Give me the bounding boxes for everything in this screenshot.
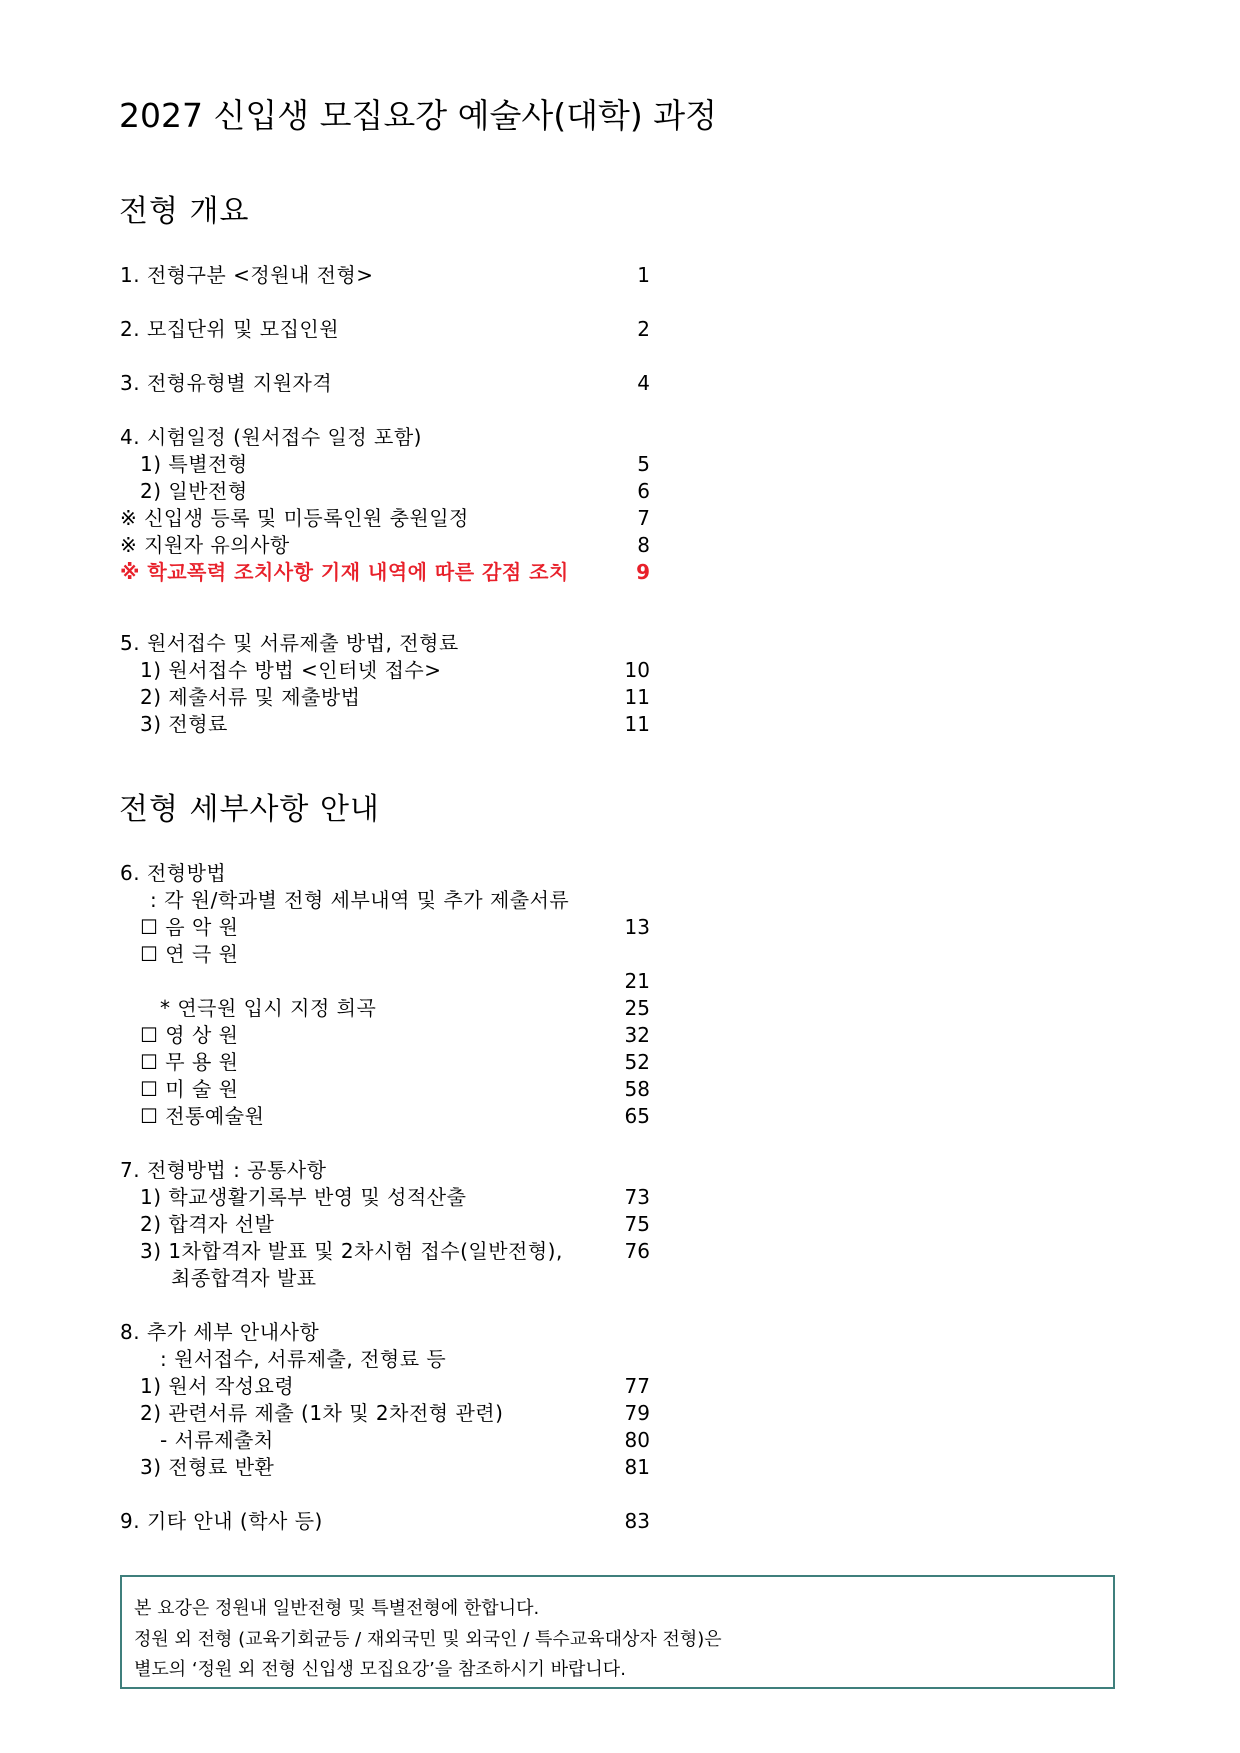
toc-item[interactable] bbox=[0, 316, 650, 343]
toc-item[interactable] bbox=[0, 532, 650, 559]
toc-label: : 원서접수, 서류제출, 전형료 등 bbox=[160, 1347, 447, 1371]
toc-label: 1) 학교생활기록부 반영 및 성적산출 bbox=[140, 1185, 467, 1209]
toc-page: 73 bbox=[624, 1185, 650, 1209]
toc-label: 2) 제출서류 및 제출방법 bbox=[140, 685, 361, 709]
section-heading-overview: 전형 개요 bbox=[119, 194, 250, 229]
toc-item[interactable] bbox=[0, 1427, 650, 1454]
toc-item[interactable] bbox=[0, 262, 650, 289]
toc-item bbox=[0, 630, 650, 657]
toc-label: 7. 전형방법 : 공통사항 bbox=[120, 1158, 327, 1182]
toc-label: 2) 일반전형 bbox=[140, 479, 248, 503]
toc-item[interactable] bbox=[0, 505, 650, 532]
toc-page: 11 bbox=[624, 685, 650, 709]
toc-label: ☐ 음 악 원 bbox=[140, 915, 239, 939]
toc-item[interactable] bbox=[0, 914, 650, 941]
toc-label: ☐ 미 술 원 bbox=[140, 1077, 239, 1101]
toc-item bbox=[0, 860, 650, 887]
toc-page: 8 bbox=[637, 533, 650, 557]
toc-label: * 연극원 입시 지정 희곡 bbox=[160, 996, 377, 1020]
toc-item[interactable] bbox=[0, 1022, 650, 1049]
toc-label: 8. 추가 세부 안내사항 bbox=[120, 1320, 320, 1344]
toc-label: 9. 기타 안내 (학사 등) bbox=[120, 1509, 323, 1533]
toc-item[interactable] bbox=[0, 995, 650, 1022]
toc-page: 83 bbox=[624, 1509, 650, 1533]
toc-page: 77 bbox=[624, 1374, 650, 1398]
toc-page: 25 bbox=[624, 996, 650, 1020]
toc-label: ☐ 전통예술원 bbox=[140, 1104, 265, 1128]
toc-page: 58 bbox=[624, 1077, 650, 1101]
toc-label: ☐ 연 극 원 bbox=[140, 942, 239, 966]
toc-page: 13 bbox=[624, 915, 650, 939]
toc-page: 80 bbox=[624, 1428, 650, 1452]
toc-item[interactable] bbox=[0, 1049, 650, 1076]
toc-label: 2) 합격자 선발 bbox=[140, 1212, 275, 1236]
toc-item[interactable] bbox=[0, 451, 650, 478]
toc-item[interactable] bbox=[0, 711, 650, 738]
toc-label: - 서류제출처 bbox=[160, 1428, 274, 1452]
toc-label: : 각 원/학과별 전형 세부내역 및 추가 제출서류 bbox=[150, 888, 570, 912]
toc-item[interactable] bbox=[0, 370, 650, 397]
document-title: 2027 신입생 모집요강 예술사(대학) 과정 bbox=[119, 96, 717, 135]
toc-item[interactable] bbox=[0, 684, 650, 711]
toc-page: 7 bbox=[637, 506, 650, 530]
notice-line: 별도의 ‘정원 외 전형 신입생 모집요강’을 참조하시기 바랍니다. bbox=[134, 1659, 626, 1680]
toc-item[interactable] bbox=[0, 1400, 650, 1427]
toc-item-highlighted[interactable] bbox=[0, 559, 650, 586]
toc-label: 6. 전형방법 bbox=[120, 861, 227, 885]
toc-label: 1) 특별전형 bbox=[140, 452, 248, 476]
toc-label: 2. 모집단위 및 모집인원 bbox=[120, 317, 340, 341]
toc-page: 32 bbox=[624, 1023, 650, 1047]
toc-item bbox=[0, 1265, 650, 1292]
toc-item[interactable] bbox=[0, 941, 650, 968]
toc-label: 2) 관련서류 제출 (1차 및 2차전형 관련) bbox=[140, 1401, 504, 1425]
toc-item[interactable] bbox=[0, 1211, 650, 1238]
toc-item[interactable] bbox=[0, 968, 650, 995]
toc-label: ※ 신입생 등록 및 미등록인원 충원일정 bbox=[120, 506, 469, 530]
toc-label: ☐ 영 상 원 bbox=[140, 1023, 239, 1047]
toc-page: 52 bbox=[624, 1050, 650, 1074]
toc-page: 6 bbox=[637, 479, 650, 503]
toc-item bbox=[0, 424, 650, 451]
toc-item[interactable] bbox=[0, 657, 650, 684]
toc-label: 1. 전형구분 <정원내 전형> bbox=[120, 263, 374, 287]
toc-page: 10 bbox=[624, 658, 650, 682]
toc-label: 3) 전형료 bbox=[140, 712, 228, 736]
toc-item[interactable] bbox=[0, 1184, 650, 1211]
toc-page: 1 bbox=[637, 263, 650, 287]
toc-item[interactable] bbox=[0, 478, 650, 505]
toc-item[interactable] bbox=[0, 1103, 650, 1130]
toc-item bbox=[0, 887, 650, 914]
notice-line: 정원 외 전형 (교육기회균등 / 재외국민 및 외국인 / 특수교육대상자 전형)은 bbox=[134, 1629, 722, 1650]
toc-page: 4 bbox=[637, 371, 650, 395]
toc-label: 1) 원서접수 방법 <인터넷 접수> bbox=[140, 658, 442, 682]
toc-item bbox=[0, 1319, 650, 1346]
toc-page: 79 bbox=[624, 1401, 650, 1425]
toc-page: 9 bbox=[636, 560, 650, 584]
toc-item[interactable] bbox=[0, 1076, 650, 1103]
toc-page: 2 bbox=[637, 317, 650, 341]
toc-label: 3) 전형료 반환 bbox=[140, 1455, 275, 1479]
toc-label: 최종합격자 발표 bbox=[171, 1266, 317, 1290]
toc-page: 11 bbox=[624, 712, 650, 736]
toc-label: ☐ 무 용 원 bbox=[140, 1050, 239, 1074]
toc-page: 5 bbox=[637, 452, 650, 476]
toc-label: 3) 1차합격자 발표 및 2차시험 접수(일반전형), bbox=[140, 1239, 563, 1263]
toc-page: 21 bbox=[624, 969, 650, 993]
toc-page: 75 bbox=[624, 1212, 650, 1236]
toc-item bbox=[0, 1346, 650, 1373]
toc-label: ※ 지원자 유의사항 bbox=[120, 533, 290, 557]
notice-line: 본 요강은 정원내 일반전형 및 특별전형에 한합니다. bbox=[134, 1598, 540, 1619]
toc-page: 81 bbox=[624, 1455, 650, 1479]
toc-item[interactable] bbox=[0, 1508, 650, 1535]
toc-item[interactable] bbox=[0, 1373, 650, 1400]
toc-label: ※ 학교폭력 조치사항 기재 내역에 따른 감점 조치 bbox=[120, 560, 569, 584]
toc-label: 1) 원서 작성요령 bbox=[140, 1374, 295, 1398]
toc-label: 3. 전형유형별 지원자격 bbox=[120, 371, 333, 395]
notice-box bbox=[120, 1575, 1115, 1689]
toc-item[interactable] bbox=[0, 1238, 650, 1265]
toc-label: 5. 원서접수 및 서류제출 방법, 전형료 bbox=[120, 631, 459, 655]
toc-item[interactable] bbox=[0, 1454, 650, 1481]
section-heading-details: 전형 세부사항 안내 bbox=[119, 792, 380, 827]
toc-page: 65 bbox=[624, 1104, 650, 1128]
toc-label: 4. 시험일정 (원서접수 일정 포함) bbox=[120, 425, 422, 449]
toc-item bbox=[0, 1157, 650, 1184]
toc-page: 76 bbox=[624, 1239, 650, 1263]
